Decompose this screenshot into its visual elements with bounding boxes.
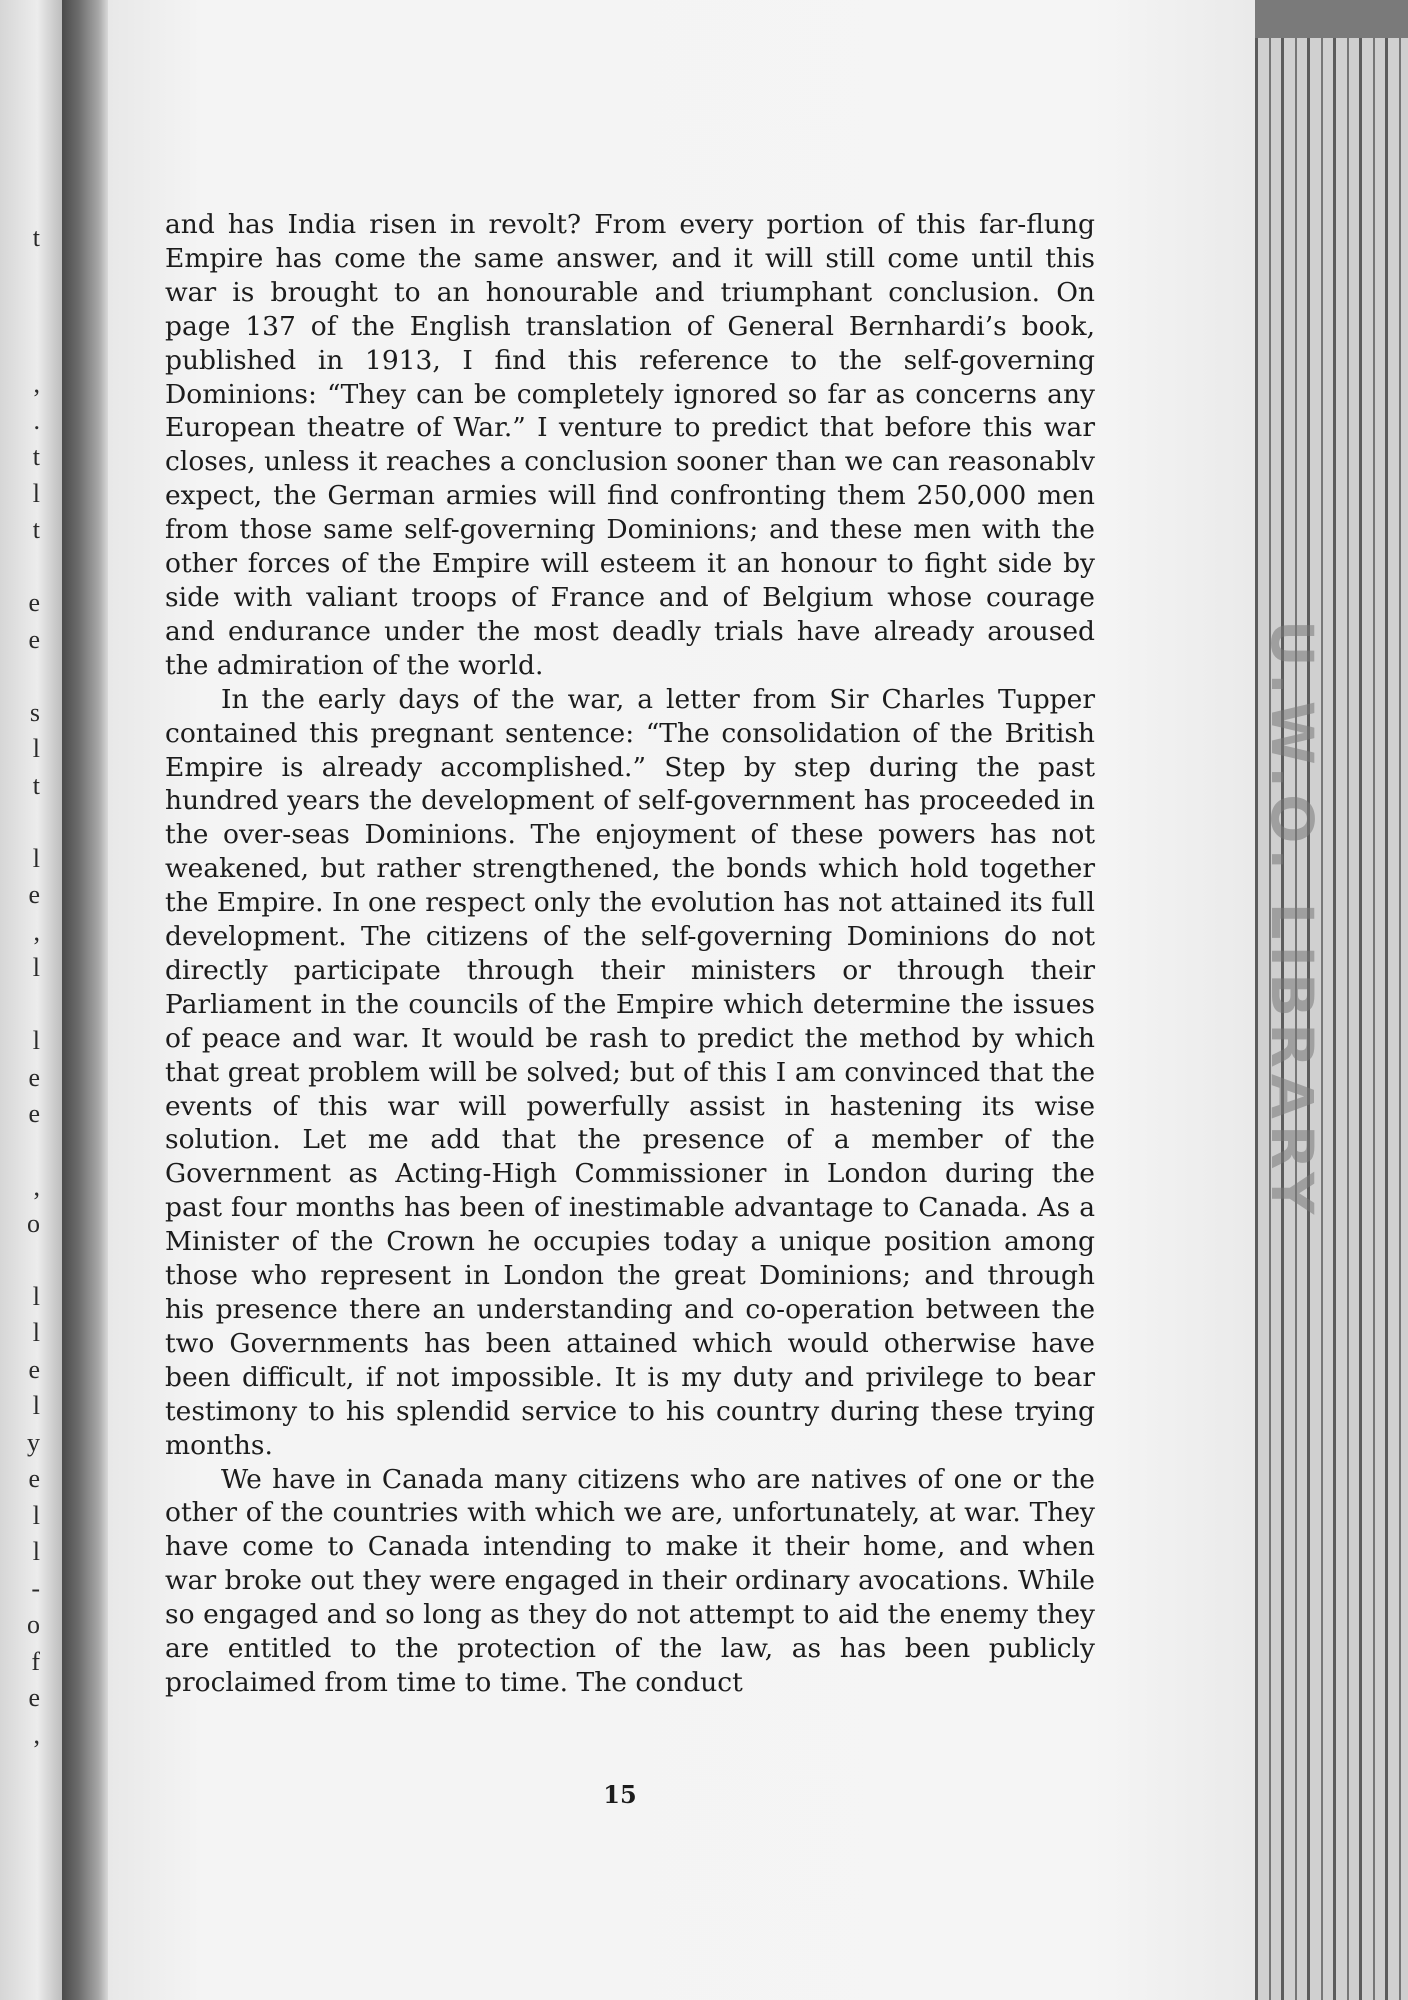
paragraph: and has India risen in revolt? From every portion of this far-flung Empire has come the same answer, and it will still come until this war is brought to an honourable and triumphant conclusion. On page 137 of the English translation of General Bernhardi’s book, published in 1913, I find this reference to the self-governing Dominions: “They can be completely ignored so far as concerns any European theatre of War.” I venture to predict that before this war closes, unless it reaches a conclusion sooner than we can reasonablv expect, the German armies will find confronting them 250,000 men from those same self-governing Dominions; and these men with the other forces of the Empire will esteem it an honour to fight side by side with valiant troops of France and of Belgium whose courage and endurance under the most deadly trials have already aroused the admiration of the world.: [165, 209, 1095, 681]
book-gutter: [62, 0, 108, 2000]
library-stamp-text: U.W.O. LIBRARY: [1258, 619, 1327, 1221]
body-text: [165, 208, 1095, 1700]
paragraph: We have in Canada many citizens who are natives of one or the other of the countries with which we are, unfortunately, at war. They have come to Canada intending to make it their home, and when war broke out they were engaged in their ordinary avocations. While so engaged and so long as they do not attempt to aid the enemy they are entitled to the protection of the law, as has been publicly proclaimed from time to time. The conduct: [165, 1463, 1095, 1698]
page-number: 15: [603, 1780, 637, 1809]
library-stamp: [1252, 619, 1332, 1221]
paragraph: In the early days of the war, a letter from Sir Charles Tupper contained this pregnant sentence: “The consolidation of the British Empire is already accomplished.” Step by step during the past hundred years the development of self-government has proceeded in the over-seas Dominions. The enjoyment of these powers has not weakened, but rather strengthened, the bonds which hold together the Empire. In one respect only the evolution has not attained its full development. The citizens of the self-governing Dominions do not directly participate through their ministers or through their Parliament in the councils of the Empire which determine the issues of peace and war. It would be rash to predict the method by which that great problem will be solved; but of this I am convinced that the events of this war will powerfully assist in hastening its wise solution. Let me add that the presence of a member of the Government as Acting-High Commissioner in London during the past four months has been of inestimable advantage to Canada. As a Minister of the Crown he occupies today a unique position among those who represent in London the great Dominions; and through his presence there an understanding and co-operation between the two Governments has been attained which would otherwise have been difficult, if not impossible. It is my duty and privilege to bear testimony to his splendid service to his country during these trying months.: [165, 683, 1095, 1461]
page-edges-top: [1255, 0, 1408, 40]
left-facing-page: [0, 0, 62, 2000]
left-page-edge-text: t , . t l t e e s l t l e , l l e e , o l l e l y e l l - o f e ,: [27, 223, 40, 1749]
